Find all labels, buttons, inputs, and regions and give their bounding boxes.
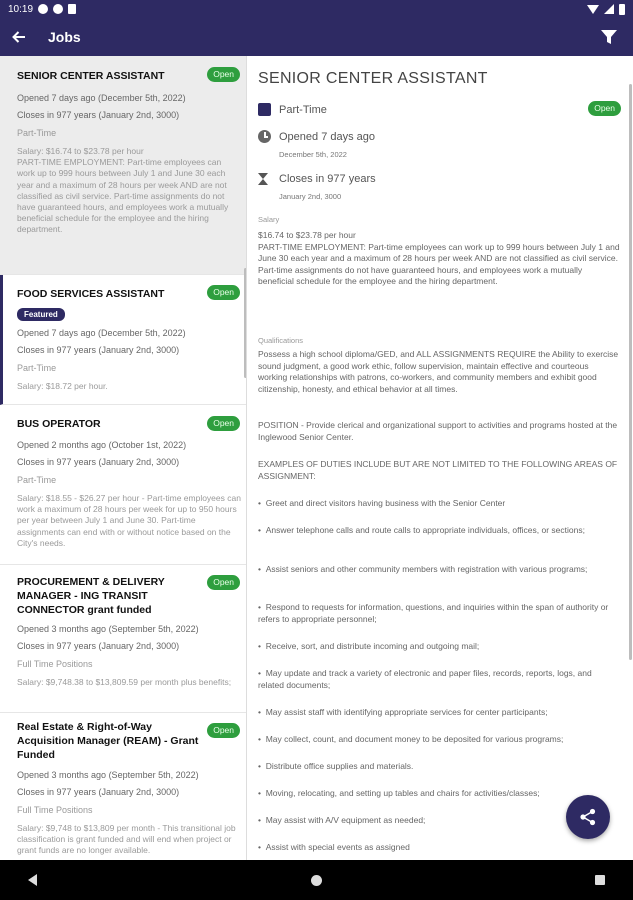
closes-text: Closes in 977 years (January 2nd, 3000) — [17, 345, 180, 355]
status-badge: Open — [207, 416, 240, 431]
detail-opened-row — [258, 130, 375, 143]
clock-icon — [258, 130, 271, 143]
nav-home-icon[interactable] — [311, 875, 322, 886]
duty-item: • Receive, sort, and distribute incoming and outgoing mail; — [258, 641, 480, 651]
job-type: Full Time Positions — [17, 805, 93, 815]
duty-item: • May assist with A/V equipment as needed; — [258, 815, 426, 825]
job-description: Salary: $9,748.38 to $13,809.59 per month plus benefits; — [17, 677, 232, 687]
duty-item: • Distribute office supplies and materials. — [258, 761, 414, 771]
opened-text: Opened 7 days ago (December 5th, 2022) — [17, 93, 186, 103]
duty-item: • Moving, relocating, and setting up tables and chairs for activities/classes; — [258, 788, 540, 798]
signal-icon — [604, 4, 614, 14]
job-description: Salary: $18.55 - $26.27 per hour - Part-time employees can work a maximum of 28 hours per week for up to 950 hours per year between July 1 and June 30. Part-time assignments can end with or without notice based on the City's needs. — [17, 493, 241, 548]
nav-back-icon[interactable] — [28, 874, 37, 886]
share-button[interactable] — [566, 795, 610, 839]
hourglass-icon — [258, 172, 269, 186]
salary-text: $16.74 to $23.78 per hour PART-TIME EMPLOYMENT: Part-time employees can work up to 999 hours between July 1 and June 30 each year and a maximum of 28 hours per week AND are not classified as civil service. Part-time assignments do not have guaranteed hours, and employees work a mutually beneficial schedule for the employee and the hiring department. — [258, 230, 620, 286]
status-badge: Open — [207, 575, 240, 590]
system-nav-bar — [0, 860, 633, 900]
closes-text: Closes in 977 years (January 2nd, 3000) — [17, 110, 180, 120]
job-description: Salary: $18.72 per hour. — [17, 381, 108, 391]
detail-scrollbar[interactable] — [629, 84, 632, 660]
closes-text: Closes in 977 years (January 2nd, 3000) — [17, 641, 180, 651]
examples-text: EXAMPLES OF DUTIES INCLUDE BUT ARE NOT LIMITED TO THE FOLLOWING AREAS OF ASSIGNMENT: — [258, 459, 618, 481]
opened-text: Opened 3 months ago (September 5th, 2022) — [17, 624, 199, 634]
battery-icon — [619, 4, 625, 15]
opened-text: Opened 2 months ago (October 1st, 2022) — [17, 440, 187, 450]
job-title: BUS OPERATOR — [17, 418, 101, 430]
app-notification-icon — [53, 4, 63, 14]
job-card-senior-center-assistant[interactable] — [0, 56, 247, 275]
job-type: Part-Time — [17, 363, 57, 373]
duty-item: • May collect, count, and document money to be deposited for various programs; — [258, 734, 564, 744]
duty-item: • Assist seniors and other community members with registration with various programs; — [258, 564, 588, 574]
job-card-food-services-assistant[interactable] — [0, 275, 247, 405]
status-badge: Open — [207, 285, 240, 300]
job-title: Real Estate & Right-of-Way Acquisition Manager (REAM) - Grant Funded — [17, 721, 199, 761]
sim-card-icon — [68, 4, 76, 14]
job-detail-panel[interactable] — [248, 56, 633, 860]
status-time: 10:19 — [8, 3, 34, 15]
status-bar — [0, 0, 633, 18]
job-title: PROCUREMENT & DELIVERY MANAGER - ING TRANSIT CONNECTOR grant funded — [17, 576, 165, 616]
job-type-icon — [258, 103, 271, 116]
job-description: Salary: $9,748 to $13,809 per month - This transitional job classification is grant funded and will end when project or grant funds are no longer available. — [17, 823, 236, 856]
detail-closes: Closes in 977 years — [279, 173, 376, 185]
duty-item: • Respond to requests for information, questions, and inquiries within the span of authority or refers to appropriate personnel; — [258, 602, 609, 624]
arrow-left-icon — [12, 30, 26, 44]
detail-opened: Opened 7 days ago — [279, 130, 376, 143]
share-icon — [579, 808, 597, 826]
detail-type: Part-Time — [279, 103, 327, 116]
job-type: Part-Time — [17, 128, 57, 138]
back-button[interactable] — [2, 18, 36, 56]
detail-opened-date: December 5th, 2022 — [279, 150, 347, 159]
job-card-bus-operator[interactable] — [0, 405, 247, 565]
featured-badge: Featured — [17, 308, 65, 321]
detail-title: SENIOR CENTER ASSISTANT — [258, 70, 488, 87]
duty-item: • Assist with special events as assigned — [258, 842, 410, 852]
duty-item: • Greet and direct visitors having business with the Senior Center — [258, 498, 506, 508]
detail-status-badge: Open — [588, 101, 621, 116]
qualifications-text: Possess a high school diploma/GED, and ALL ASSIGNMENTS REQUIRE the Ability to exercise sound judgment, a good work ethic, follow supervision, maintain effective and courteous working relationships with patrons, co-workers, and community members and exhibit good citizenship, honesty, and ethical behavior at all times. — [258, 349, 619, 394]
job-description: Salary: $16.74 to $23.78 per hour PART-TIME EMPLOYMENT: Part-time employees can work up to 999 hours between July 1 and June 30 each year and a maximum of 28 hours per week AND are not classified as civil service. Part-time assignments do not have guaranteed hours, and employees work a mutually beneficial schedule for the employee and the hiring department. — [17, 146, 229, 235]
page-title: Jobs — [48, 29, 81, 45]
detail-closes-row — [258, 172, 376, 186]
wifi-icon — [587, 5, 599, 14]
nav-recents-icon[interactable] — [595, 875, 605, 885]
job-title: FOOD SERVICES ASSISTANT — [17, 288, 165, 300]
filter-icon — [601, 30, 617, 45]
filter-button[interactable] — [595, 18, 623, 56]
job-title: SENIOR CENTER ASSISTANT — [17, 70, 165, 82]
job-type: Part-Time — [17, 475, 57, 485]
detail-closes-date: January 2nd, 3000 — [279, 192, 342, 201]
qualifications-label: Qualifications — [258, 336, 304, 345]
detail-type-row — [258, 103, 327, 116]
status-badge: Open — [207, 67, 240, 82]
opened-text: Opened 3 months ago (September 5th, 2022) — [17, 770, 199, 780]
job-list[interactable] — [0, 56, 247, 860]
list-scrollbar[interactable] — [244, 268, 247, 378]
closes-text: Closes in 977 years (January 2nd, 3000) — [17, 787, 180, 797]
status-badge: Open — [207, 723, 240, 738]
duty-item: • Answer telephone calls and route calls to appropriate individuals, offices, or sections; — [258, 525, 585, 535]
job-card-real-estate-acquisition-manager[interactable] — [0, 713, 247, 860]
position-text: POSITION - Provide clerical and organizational support to activities and programs hosted at the Inglewood Senior Center. — [258, 420, 618, 442]
salary-label: Salary — [258, 215, 280, 224]
opened-text: Opened 7 days ago (December 5th, 2022) — [17, 328, 186, 338]
closes-text: Closes in 977 years (January 2nd, 3000) — [17, 457, 180, 467]
duty-item: • May update and track a variety of electronic and paper files, records, reports, logs, and related documents; — [258, 668, 592, 690]
app-bar — [0, 18, 633, 56]
notification-icon — [38, 4, 48, 14]
duty-item: • May assist staff with identifying appropriate services for center participants; — [258, 707, 548, 717]
job-type: Full Time Positions — [17, 659, 93, 669]
job-card-procurement-delivery-manager[interactable] — [0, 565, 247, 713]
